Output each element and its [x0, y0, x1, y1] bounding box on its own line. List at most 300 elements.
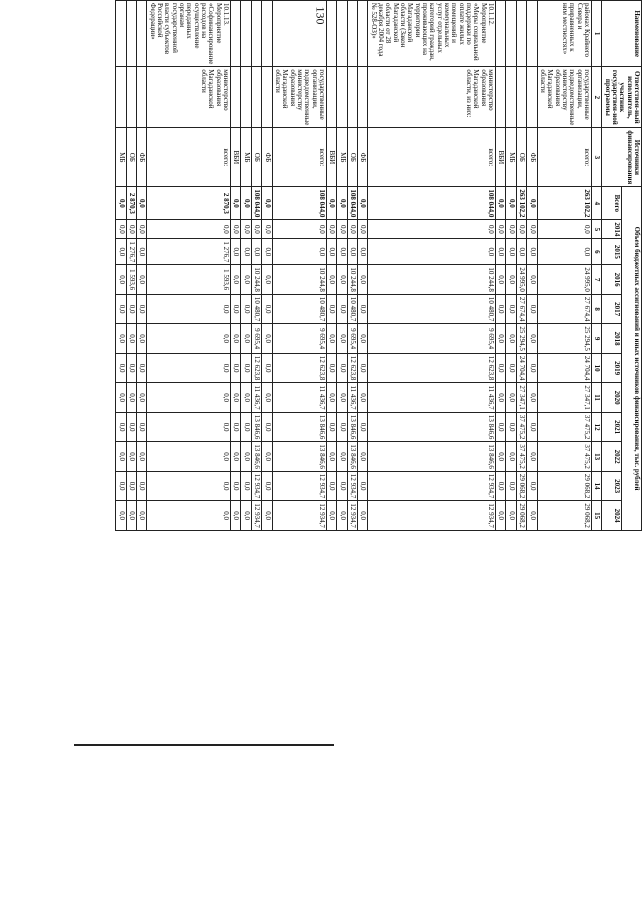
row-value: 0,0 [272, 220, 326, 239]
row-value: 0,0 [357, 501, 367, 531]
row-value: 0,0 [496, 220, 506, 239]
row-value: 29 068,2 [516, 501, 526, 531]
rotated-page [42, 0, 642, 905]
row-source: ФБ [357, 128, 367, 187]
column-number: 5 [591, 220, 601, 239]
row-value: 0,0 [137, 412, 147, 442]
row-value: 12 934,7 [272, 471, 326, 501]
row-value: 0,0 [231, 324, 241, 354]
table-body [116, 1, 602, 531]
row-value: 0,0 [506, 471, 516, 501]
row-value: 0,0 [527, 442, 537, 472]
table-row [357, 1, 367, 531]
row-value: 0,0 [527, 294, 537, 324]
row-value: 0,0 [357, 353, 367, 383]
row-executor [126, 67, 136, 128]
row-value: 0,0 [137, 239, 147, 265]
row-value: 108 044,0 [272, 187, 326, 220]
row-source: ОБ [516, 128, 526, 187]
row-value: 0,0 [241, 353, 251, 383]
row-value: 0,0 [262, 383, 272, 413]
row-value: 0,0 [251, 239, 261, 265]
row-value: 0,0 [262, 412, 272, 442]
row-name [516, 1, 526, 67]
table-row [537, 1, 591, 531]
row-value: 0,0 [357, 324, 367, 354]
row-value: 0,0 [147, 324, 231, 354]
row-source: всего: [537, 128, 591, 187]
row-value: 24 995,0 [537, 265, 591, 295]
row-value: 0,0 [326, 265, 336, 295]
row-value: 0,0 [137, 501, 147, 531]
column-number: 4 [591, 187, 601, 220]
row-value: 0,0 [137, 471, 147, 501]
row-name [357, 1, 367, 67]
row-value: 0,0 [496, 239, 506, 265]
row-value: 0,0 [506, 353, 516, 383]
row-value: 0,0 [337, 471, 347, 501]
table-row [326, 1, 336, 531]
row-value: 0,0 [506, 383, 516, 413]
row-value: 0,0 [241, 294, 251, 324]
row-value: 0,0 [262, 324, 272, 354]
row-source: ФБ [527, 128, 537, 187]
row-name [231, 1, 241, 67]
funding-table [115, 0, 642, 531]
row-value: 10 480,7 [272, 294, 326, 324]
table-row [496, 1, 506, 531]
row-value: 13 846,6 [347, 412, 357, 442]
table-row [272, 1, 326, 531]
row-value: 37 475,2 [537, 442, 591, 472]
row-executor [347, 67, 357, 128]
column-number: 10 [591, 353, 601, 383]
row-source: МБ [116, 128, 126, 187]
row-value: 0,0 [506, 265, 516, 295]
table-row [241, 1, 251, 531]
row-executor [357, 67, 367, 128]
table-row [231, 1, 241, 531]
row-source: ОБ [251, 128, 261, 187]
column-number: 12 [591, 412, 601, 442]
row-source: ВБИ [231, 128, 241, 187]
row-value: 0,0 [231, 187, 241, 220]
row-value: 0,0 [231, 239, 241, 265]
row-source: ВБИ [496, 128, 506, 187]
row-value: 0,0 [357, 294, 367, 324]
row-value: 0,0 [231, 442, 241, 472]
column-number-row [591, 1, 601, 531]
row-value: 0,0 [126, 501, 136, 531]
row-executor [241, 67, 251, 128]
row-value: 0,0 [516, 220, 526, 239]
row-value: 0,0 [357, 239, 367, 265]
row-value: 0,0 [496, 471, 506, 501]
row-value: 12 934,7 [347, 501, 357, 531]
row-value: 12 934,7 [251, 501, 261, 531]
row-value: 27 674,4 [516, 294, 526, 324]
row-value: 9 695,4 [251, 324, 261, 354]
row-value: 0,0 [231, 501, 241, 531]
row-value: 0,0 [147, 383, 231, 413]
row-value: 0,0 [357, 383, 367, 413]
row-value: 29 068,2 [516, 471, 526, 501]
row-value: 0,0 [272, 239, 326, 265]
row-value: 0,0 [496, 187, 506, 220]
row-value: 27 674,4 [537, 294, 591, 324]
row-value: 0,0 [262, 353, 272, 383]
row-executor [337, 67, 347, 128]
row-value: 13 846,6 [368, 412, 496, 442]
row-value: 0,0 [527, 471, 537, 501]
row-value: 0,0 [262, 501, 272, 531]
row-executor: министерство образования Магаданской области, из них: [368, 67, 496, 128]
row-value: 10 244,8 [368, 265, 496, 295]
row-name: районах Крайнего Севера и приравненных к ним местностях» [537, 1, 591, 67]
row-value: 11 436,7 [347, 383, 357, 413]
row-value: 0,0 [337, 187, 347, 220]
row-executor [116, 67, 126, 128]
row-value: 0,0 [326, 383, 336, 413]
row-value: 0,0 [337, 442, 347, 472]
row-value: 0,0 [516, 239, 526, 265]
row-value: 10 244,8 [347, 265, 357, 295]
row-value: 0,0 [147, 220, 231, 239]
row-value: 0,0 [337, 294, 347, 324]
table-row [527, 1, 537, 531]
header-year: 2023 [602, 471, 622, 501]
row-source: МБ [241, 128, 251, 187]
row-value: 0,0 [241, 265, 251, 295]
column-number: 1 [591, 1, 601, 67]
row-name [496, 1, 506, 67]
header-source: Источники финансирования [602, 128, 642, 187]
table-row [126, 1, 136, 531]
header-funding-title: Объем бюджетных ассигнований и иных источников финансирования, тыс. рублей [622, 187, 642, 531]
row-value: 0,0 [337, 239, 347, 265]
row-value: 0,0 [116, 239, 126, 265]
table-row [347, 1, 357, 531]
row-value: 108 044,0 [251, 187, 261, 220]
row-value: 0,0 [527, 412, 537, 442]
row-value: 24 704,4 [516, 353, 526, 383]
row-value: 0,0 [262, 442, 272, 472]
row-value: 0,0 [506, 324, 516, 354]
row-value: 24 704,4 [537, 353, 591, 383]
row-value: 0,0 [262, 265, 272, 295]
row-value: 0,0 [527, 501, 537, 531]
row-value: 0,0 [357, 442, 367, 472]
row-value: 0,0 [506, 239, 516, 265]
row-source: всего: [147, 128, 231, 187]
row-value: 0,0 [241, 412, 251, 442]
row-value: 0,0 [231, 353, 241, 383]
row-value: 0,0 [116, 471, 126, 501]
row-value: 108 044,0 [347, 187, 357, 220]
row-value: 0,0 [262, 187, 272, 220]
row-value: 10 244,8 [272, 265, 326, 295]
header-year: 2020 [602, 383, 622, 413]
row-value: 0,0 [337, 501, 347, 531]
row-value: 0,0 [527, 220, 537, 239]
row-source: всего: [272, 128, 326, 187]
row-value: 0,0 [231, 383, 241, 413]
header-year: 2016 [602, 265, 622, 295]
row-value: 0,0 [337, 324, 347, 354]
row-name: 10.1.13. Мероприятие «Софинансирование расходов на осуществление переданных органам государственной власти субъектов Российской Федерации» [147, 1, 231, 67]
row-value: 0,0 [126, 442, 136, 472]
row-value: 0,0 [137, 294, 147, 324]
column-number: 11 [591, 383, 601, 413]
row-value: 0,0 [537, 239, 591, 265]
row-executor: министерство образования Магаданской области [147, 67, 231, 128]
row-value: 0,0 [241, 239, 251, 265]
row-value: 0,0 [357, 187, 367, 220]
row-executor: государственные организации, подведомственные министерству образования Магаданской области [537, 67, 591, 128]
row-value: 1 593,6 [147, 265, 231, 295]
row-value: 0,0 [506, 220, 516, 239]
row-value: 37 475,2 [537, 412, 591, 442]
row-value: 0,0 [337, 265, 347, 295]
table-row [147, 1, 231, 531]
row-value: 0,0 [527, 353, 537, 383]
row-value: 0,0 [368, 239, 496, 265]
row-value: 0,0 [337, 220, 347, 239]
row-value: 10 480,7 [347, 294, 357, 324]
table-row [262, 1, 272, 531]
row-value: 0,0 [337, 412, 347, 442]
row-value: 12 934,7 [368, 501, 496, 531]
row-value: 0,0 [241, 471, 251, 501]
table-row [368, 1, 496, 531]
row-value: 25 294,5 [516, 324, 526, 354]
row-value: 9 695,4 [347, 324, 357, 354]
header-year: 2022 [602, 442, 622, 472]
row-value: 0,0 [506, 187, 516, 220]
row-value: 0,0 [262, 294, 272, 324]
row-value: 0,0 [262, 239, 272, 265]
row-value: 0,0 [147, 412, 231, 442]
row-executor: государственные организации, подведомственные министерству образования Магаданской области [272, 67, 326, 128]
row-name [326, 1, 336, 67]
row-value: 0,0 [368, 220, 496, 239]
row-name [347, 1, 357, 67]
row-value: 0,0 [241, 220, 251, 239]
row-value: 29 068,2 [537, 471, 591, 501]
row-value: 0,0 [137, 324, 147, 354]
row-value: 0,0 [116, 501, 126, 531]
row-value: 0,0 [527, 383, 537, 413]
row-name [116, 1, 126, 67]
row-value: 0,0 [527, 265, 537, 295]
row-value: 0,0 [126, 353, 136, 383]
row-value: 0,0 [496, 294, 506, 324]
row-value: 0,0 [231, 471, 241, 501]
row-value: 0,0 [147, 294, 231, 324]
row-executor [506, 67, 516, 128]
column-number: 7 [591, 265, 601, 295]
row-value: 37 475,2 [516, 412, 526, 442]
header-total: Всего [602, 187, 622, 220]
row-value: 1 276,7 [126, 239, 136, 265]
row-value: 0,0 [126, 412, 136, 442]
row-value: 0,0 [241, 383, 251, 413]
row-value: 12 623,8 [347, 353, 357, 383]
row-value: 0,0 [126, 220, 136, 239]
row-value: 0,0 [126, 324, 136, 354]
row-value: 1 276,7 [147, 239, 231, 265]
table-row [251, 1, 261, 531]
header-year: 2024 [602, 501, 622, 531]
row-value: 0,0 [326, 353, 336, 383]
row-value: 0,0 [116, 187, 126, 220]
row-value: 27 347,1 [516, 383, 526, 413]
row-value: 10 480,7 [251, 294, 261, 324]
column-number: 2 [591, 67, 601, 128]
row-value: 0,0 [506, 442, 516, 472]
row-name [251, 1, 261, 67]
row-value: 0,0 [137, 353, 147, 383]
row-value: 13 846,6 [251, 442, 261, 472]
row-value: 0,0 [506, 294, 516, 324]
row-source: ФБ [137, 128, 147, 187]
row-source: ВБИ [326, 128, 336, 187]
table-row [116, 1, 126, 531]
row-value: 0,0 [116, 265, 126, 295]
row-value: 0,0 [241, 324, 251, 354]
row-name [506, 1, 516, 67]
row-name [137, 1, 147, 67]
row-value: 0,0 [231, 220, 241, 239]
column-number: 15 [591, 501, 601, 531]
row-value: 0,0 [116, 442, 126, 472]
row-value: 0,0 [137, 220, 147, 239]
row-value: 0,0 [347, 220, 357, 239]
row-value: 0,0 [326, 294, 336, 324]
row-value: 9 695,4 [272, 324, 326, 354]
row-value: 0,0 [506, 501, 516, 531]
header-name: Наименование [602, 1, 642, 67]
funding-table-container [42, 0, 642, 528]
row-source: ФБ [262, 128, 272, 187]
row-value: 2 870,3 [126, 187, 136, 220]
row-value: 0,0 [506, 412, 516, 442]
row-value: 11 436,7 [272, 383, 326, 413]
row-value: 0,0 [337, 383, 347, 413]
header-year: 2018 [602, 324, 622, 354]
column-number: 13 [591, 442, 601, 472]
row-value: 12 934,7 [251, 471, 261, 501]
row-value: 13 846,6 [251, 412, 261, 442]
row-value: 29 068,2 [537, 501, 591, 531]
row-value: 0,0 [116, 220, 126, 239]
row-value: 0,0 [496, 353, 506, 383]
row-value: 37 475,2 [516, 442, 526, 472]
row-value: 0,0 [147, 442, 231, 472]
row-value: 0,0 [126, 294, 136, 324]
row-value: 0,0 [496, 442, 506, 472]
row-value: 0,0 [326, 187, 336, 220]
row-value: 12 934,7 [347, 471, 357, 501]
row-name [126, 1, 136, 67]
row-value: 24 995,0 [516, 265, 526, 295]
row-value: 25 294,5 [537, 324, 591, 354]
row-value: 0,0 [262, 220, 272, 239]
row-value: 10 480,7 [368, 294, 496, 324]
row-value: 2 870,3 [147, 187, 231, 220]
row-value: 0,0 [147, 471, 231, 501]
table-row [506, 1, 516, 531]
row-value: 0,0 [116, 353, 126, 383]
row-value: 0,0 [326, 501, 336, 531]
row-value: 0,0 [116, 383, 126, 413]
page-number: 130 [313, 6, 328, 25]
header-year: 2017 [602, 294, 622, 324]
row-value: 0,0 [147, 353, 231, 383]
row-value: 11 436,7 [368, 383, 496, 413]
row-value: 0,0 [527, 324, 537, 354]
row-value: 0,0 [357, 412, 367, 442]
row-value: 0,0 [137, 265, 147, 295]
row-value: 0,0 [241, 501, 251, 531]
row-value: 0,0 [357, 471, 367, 501]
row-value: 12 623,8 [251, 353, 261, 383]
row-value: 0,0 [251, 220, 261, 239]
header-year: 2019 [602, 353, 622, 383]
row-executor [262, 67, 272, 128]
row-name [272, 1, 326, 67]
row-value: 9 695,4 [368, 324, 496, 354]
row-value: 27 347,1 [537, 383, 591, 413]
row-value: 12 934,7 [368, 471, 496, 501]
row-value: 0,0 [116, 324, 126, 354]
row-value: 12 934,7 [272, 501, 326, 531]
row-source: всего: [368, 128, 496, 187]
table-row [337, 1, 347, 531]
row-value: 0,0 [326, 239, 336, 265]
row-executor [527, 67, 537, 128]
row-name [337, 1, 347, 67]
header-executor: Ответствен-ный исполнитель, участник государствен-ной программы [602, 67, 642, 128]
row-name: 10.1.12. Мероприятие «Меры социальной поддержки по оплате жилых помещений и коммунальных услуг отдельных категорий граждан, проживающих на территории Магаданской области (Закон Магаданской области от 28 декабря 2004 года № 528-ОЗ)» [368, 1, 496, 67]
header-year: 2021 [602, 412, 622, 442]
row-value: 12 623,8 [272, 353, 326, 383]
row-executor [231, 67, 241, 128]
row-value: 0,0 [231, 265, 241, 295]
row-name [527, 1, 537, 67]
row-executor [251, 67, 261, 128]
row-executor [326, 67, 336, 128]
row-executor [137, 67, 147, 128]
row-value: 0,0 [231, 294, 241, 324]
column-number: 3 [591, 128, 601, 187]
row-value: 0,0 [241, 442, 251, 472]
row-value: 0,0 [496, 412, 506, 442]
row-source: ОБ [126, 128, 136, 187]
row-value: 13 846,6 [347, 442, 357, 472]
row-value: 0,0 [126, 471, 136, 501]
row-value: 0,0 [326, 442, 336, 472]
row-source: МБ [506, 128, 516, 187]
table-row [516, 1, 526, 531]
row-value: 13 846,6 [272, 442, 326, 472]
row-value: 0,0 [337, 353, 347, 383]
column-number: 8 [591, 294, 601, 324]
column-number: 14 [591, 471, 601, 501]
row-value: 0,0 [241, 187, 251, 220]
row-value: 1 593,6 [126, 265, 136, 295]
row-value: 0,0 [137, 442, 147, 472]
